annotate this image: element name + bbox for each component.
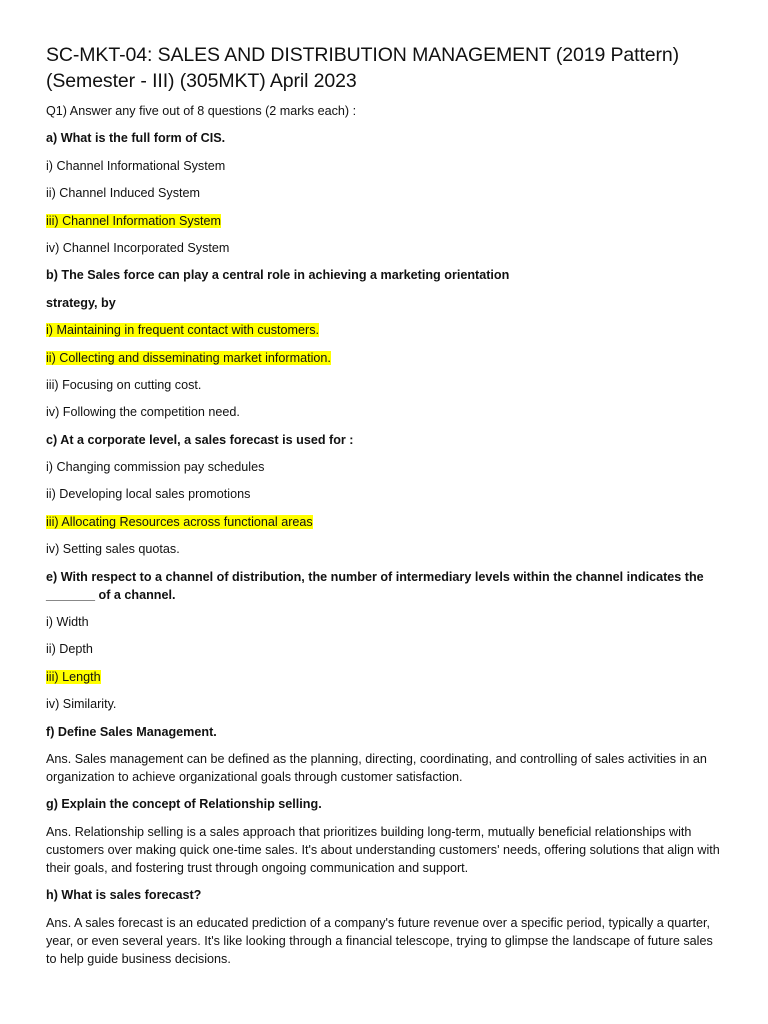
question-c-option-4: iv) Setting sales quotas.	[46, 542, 180, 557]
question-a-option-4: iv) Channel Incorporated System	[46, 240, 230, 255]
question-c-option-3-highlighted: iii) Allocating Resources across functional areas	[46, 514, 313, 529]
question-b-option-4: iv) Following the competition need.	[46, 405, 240, 420]
question-b-option-3: iii) Focusing on cutting cost.	[46, 377, 202, 392]
question-e-option-1: i) Width	[46, 615, 89, 630]
answer-h: Ans. A sales forecast is an educated prediction of a company's future revenue over a specific period, typically a quarter, year, or even several years. It's like looking through a financial telescope, trying to glimpse the landscape of future sales to help guide business decisions.	[46, 915, 713, 966]
question-a-option-1: i) Channel Informational System	[46, 158, 226, 173]
question-b-option-2-highlighted: ii) Collecting and disseminating market information.	[46, 350, 331, 365]
document-title: SC-MKT-04: SALES AND DISTRIBUTION MANAGEMENT (2019 Pattern) (Semester - III) (305MKT) April 2023	[46, 44, 680, 92]
question-c: c) At a corporate level, a sales forecast is used for :	[46, 432, 354, 447]
instruction: Q1) Answer any five out of 8 questions (2 marks each) :	[46, 104, 357, 118]
question-a-option-3-highlighted: iii) Channel Information System	[46, 213, 221, 228]
question-a: a) What is the full form of CIS.	[46, 131, 226, 146]
answer-g: Ans. Relationship selling is a sales approach that prioritizes building long-term, mutually beneficial relationships with customers over making quick one-time sales. It's about understanding customers' needs, offering solutions that align with their goals, and fostering trust through ongoing communication and support.	[46, 824, 720, 875]
question-c-option-2: ii) Developing local sales promotions	[46, 487, 251, 502]
question-e-option-2: ii) Depth	[46, 642, 93, 657]
question-c-option-1: i) Changing commission pay schedules	[46, 460, 265, 475]
question-e: e) With respect to a channel of distribution, the number of intermediary levels within the channel indicates the _______ of a channel.	[46, 569, 704, 602]
question-b-line-1: b) The Sales force can play a central role in achieving a marketing orientation	[46, 268, 510, 283]
answer-f: Ans. Sales management can be defined as the planning, directing, coordinating, and controlling of sales activities in an organization to achieve organizational goals through customer satisfaction.	[46, 751, 707, 784]
question-e-option-3-highlighted: iii) Length	[46, 669, 101, 684]
question-a-option-2: ii) Channel Induced System	[46, 186, 201, 201]
question-f: f) Define Sales Management.	[46, 724, 217, 739]
question-g: g) Explain the concept of Relationship selling.	[46, 797, 322, 812]
question-e-option-4: iv) Similarity.	[46, 697, 117, 712]
question-b-line-2: strategy, by	[46, 295, 116, 310]
question-b-option-1-highlighted: i) Maintaining in frequent contact with customers.	[46, 323, 319, 338]
question-h: h) What is sales forecast?	[46, 888, 202, 903]
